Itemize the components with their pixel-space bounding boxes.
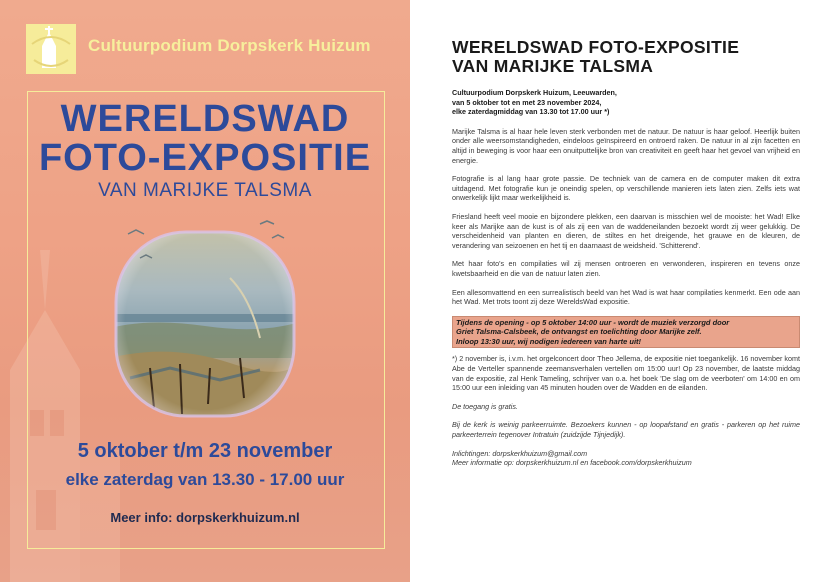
paragraph-nature: Marijke Talsma is al haar hele leven sterk verbonden met de natuur. De natuur is haar geloof. Heerlijk buiten onder alle weersomstandigheden, eindeloos geïnspireerd en ontroerd raken. De natuur in al zijn facetten en altijd in beweging is voor haar een onuitputtelijke bron van creativiteit en geeft haar het gevoel van vrijheid en energie. bbox=[452, 126, 800, 165]
paragraph-purpose: Met haar foto's en compilaties wil zij mensen ontroeren en verwonderen, inspireren en tevens onze kwetsbaarheid en die van de natuur laten zien. bbox=[452, 259, 800, 278]
article-panel bbox=[452, 38, 800, 477]
opening-hours: elke zaterdag van 13.30 - 17.00 uur bbox=[65, 470, 345, 489]
logo-icon bbox=[26, 24, 76, 74]
poster-title-line1: WERELDSWAD bbox=[60, 98, 350, 140]
intro-line: elke zaterdagmiddag van 13.30 tot 17.00 uur *) bbox=[452, 107, 610, 117]
poster-title-line2: FOTO-EXPOSITIE bbox=[38, 137, 372, 179]
paragraph-friesland: Friesland heeft veel mooie en bijzondere plekken, een daarvan is misschien wel de mooiste: het Wad! Elke keer als Marijke aan de kust is of als zij een van de waddeneilanden bezoekt wordt zij weer gelukkig. De verscheidenheid van planten en dieren, de stiltes en het dreigende, het grauwe en de kleuren, de verandering van seizoenen en het tij en daarnaast de weidsheid. 'Schitterend'. bbox=[452, 211, 800, 250]
intro-line: Cultuurpodium Dorpskerk Huizum, Leeuwarden, bbox=[452, 88, 617, 97]
opening-highlight-box bbox=[452, 316, 800, 349]
article-title bbox=[452, 38, 800, 76]
highlight-line: Tijdens de opening - op 5 oktober 14:00 uur - wordt de muziek verzorgd door bbox=[456, 317, 730, 327]
more-info-link[interactable]: Meer info: dorpskerkhuizum.nl bbox=[110, 510, 300, 525]
organization-name: Cultuurpodium Dorpskerk Huizum bbox=[88, 36, 371, 55]
article-title-line2: VAN MARIJKE TALSMA bbox=[452, 56, 654, 76]
paragraph-photography: Fotografie is al lang haar grote passie. De techniek van de camera en de computer maken dit extra uitdagend. Met fotografie kun je oneindig spelen, op verschillende manieren iets laten zien. Zelfs iets wat onwerkelijk lijkt maar werkelijkheid is. bbox=[452, 174, 800, 203]
intro-line: van 5 oktober tot en met 23 november 2024, bbox=[452, 97, 602, 107]
wadden-photo-compilation bbox=[110, 218, 300, 426]
exhibition-dates: 5 oktober t/m 23 november bbox=[77, 440, 333, 462]
highlight-line: Inloop 13:30 uur, wij nodigen iedereen van harte uit! bbox=[456, 336, 642, 346]
article-intro bbox=[452, 88, 800, 117]
paragraph-free-entry: De toegang is gratis. bbox=[452, 401, 518, 411]
highlight-line: Griet Talsma-Calsbeek, de ontvangst en toelichting door Marijke zelf. bbox=[456, 327, 702, 337]
contact-website[interactable]: Meer informatie op: dorpskerkhuizum.nl en facebook.com/dorpskerkhuizum bbox=[452, 458, 692, 468]
contact-email[interactable]: Inlichtingen: dorpskerkhuizum@gmail.com bbox=[452, 448, 588, 458]
poster-subtitle: VAN MARIJKE TALSMA bbox=[98, 180, 312, 201]
contact-info bbox=[452, 449, 800, 468]
paragraph-events: *) 2 november is, i.v.m. het orgelconcert door Theo Jellema, de expositie niet toegankelijk. 16 november komt Abe de Verteller spannende zeemansverhalen vertellen om 15:00 uur! Op 23 november, de laatste middag van de expositie, zal Henk Tameling, schrijver van o.a. het boek 'De slag om de veerboten' om 14:00 en om 15:00 uur een inleiding van 45 minuten houden over de Wadden en de eilanden. bbox=[452, 354, 800, 393]
article-title-line1: WERELDSWAD FOTO-EXPOSITIE bbox=[452, 37, 740, 57]
paragraph-parking: Bij de kerk is weinig parkeerruimte. Bezoekers kunnen - op loopafstand en gratis - parkeren op het ruime parkeerterrein tegenover Intratuin (zuidzijde Tijnjedijk). bbox=[452, 420, 800, 440]
paragraph-summary: Een allesomvattend en een surrealistisch beeld van het Wad is wat haar compilaties kenmerkt. Een ode aan het Wad. Met trots toont zij deze WereldsWad expositie. bbox=[452, 287, 800, 307]
